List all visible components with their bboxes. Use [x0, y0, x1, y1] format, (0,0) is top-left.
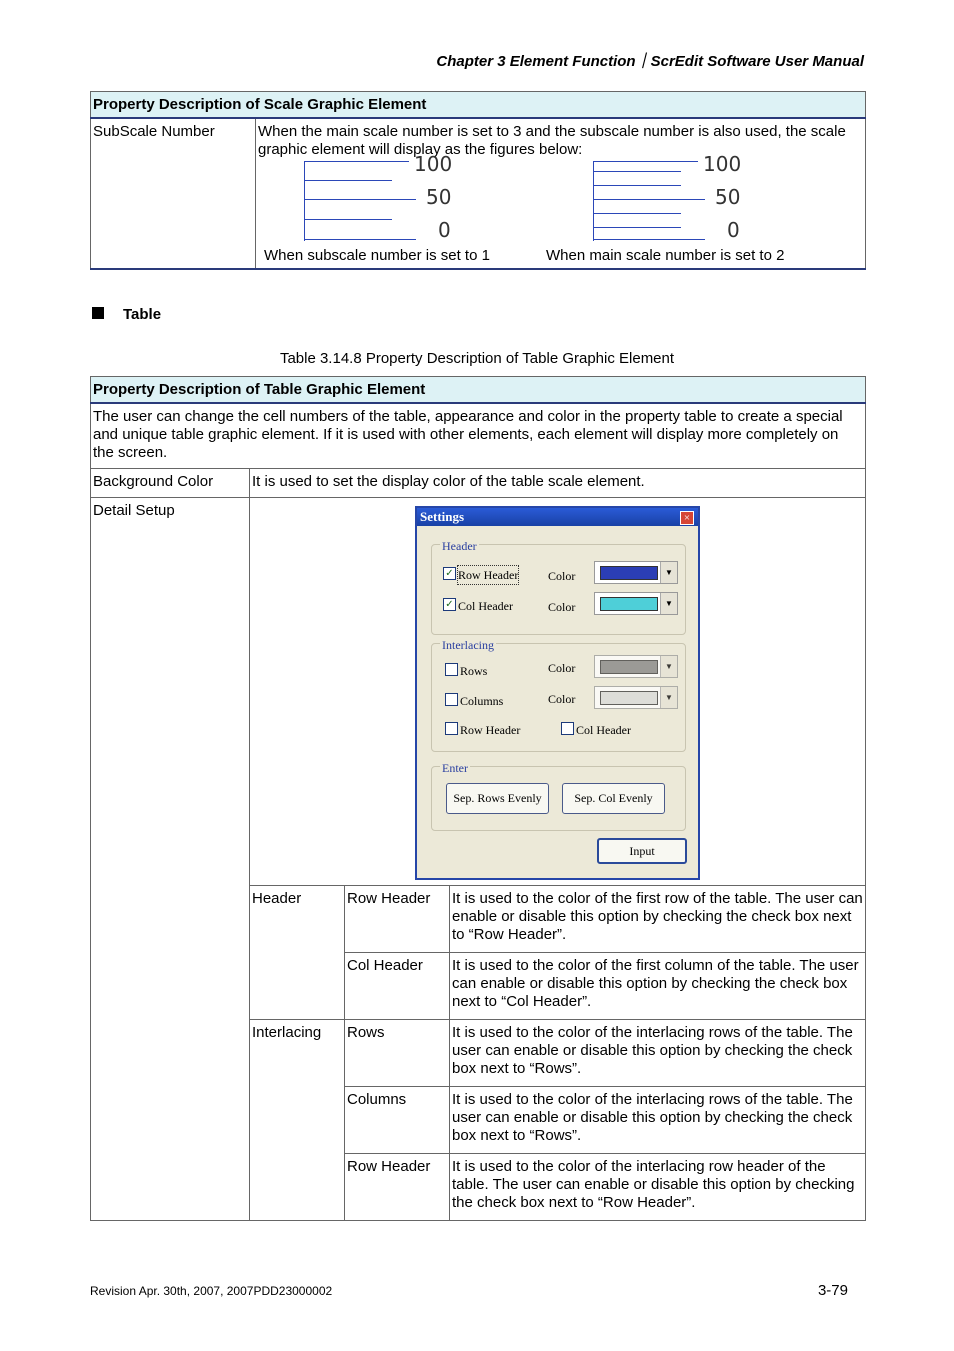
scale-table-title: Property Description of Scale Graphic Element [91, 92, 866, 119]
header-cat-label: Header [250, 886, 345, 1020]
scale2-label-100: 100 [703, 152, 742, 176]
columns-checkbox[interactable] [445, 693, 458, 706]
columns-desc: It is used to the color of the interlacing rows of the table. The user can enable or disable this option by checking the check box next to “Rows”. [450, 1087, 866, 1154]
columns-color-select[interactable] [594, 686, 678, 709]
row-header-name: Row Header [345, 886, 450, 953]
scale-property-table [90, 91, 866, 270]
row-header-color-select[interactable] [594, 561, 678, 584]
scale-figure-1 [304, 152, 454, 243]
col-header-name: Col Header [345, 953, 450, 1020]
inter-row-header-label: Row Header [460, 723, 521, 737]
rows-color-select[interactable] [594, 655, 678, 678]
chevron-down-icon: ▼ [660, 687, 677, 708]
footer-revision: Revision Apr. 30th, 2007, 2007PDD23000002 [90, 1284, 333, 1298]
columns-label: Columns [460, 694, 504, 708]
bg-color-desc: It is used to set the display color of the table scale element. [250, 469, 866, 498]
sep-rows-evenly-button[interactable]: Sep. Rows Evenly [446, 783, 549, 814]
bg-color-label: Background Color [91, 469, 250, 498]
table-prop-intro: The user can change the cell numbers of the table, appearance and color in the property table to create a special and unique table graphic element. If it is used with other elements, each element will display more completely on the screen. [91, 403, 866, 469]
rows-desc: It is used to the color of the interlacing rows of the table. The user can enable or disable this option by checking the check box next to “Rows”. [450, 1020, 866, 1087]
enter-group [431, 761, 686, 831]
enter-group-label: Enter [442, 761, 468, 775]
rows-swatch [600, 660, 658, 674]
scale1-label-0: 0 [438, 218, 451, 242]
scale2-label-50: 50 [715, 185, 741, 209]
subscale-desc: When the main scale number is set to 3 and the subscale number is also used, the scale graphic element will display as the figures below: [258, 123, 846, 158]
rows-name: Rows [345, 1020, 450, 1087]
col-header-label: Col Header [458, 599, 513, 613]
columns-name: Columns [345, 1087, 450, 1154]
scale1-label-50: 50 [426, 185, 452, 209]
dialog-title: Settings [417, 508, 698, 526]
row-header-label: Row Header [458, 568, 519, 582]
close-icon[interactable]: × [680, 511, 694, 525]
interlacing-group [431, 638, 686, 752]
col-header-color-label: Color [548, 600, 576, 614]
chevron-down-icon: ▼ [660, 593, 677, 614]
rows-checkbox[interactable] [445, 663, 458, 676]
page-header: Chapter 3 Element Function｜ScrEdit Software User Manual [436, 53, 864, 70]
fig2-caption: When main scale number is set to 2 [546, 247, 785, 264]
sep-col-evenly-button[interactable]: Sep. Col Evenly [562, 783, 665, 814]
settings-figure-cell [250, 498, 866, 886]
row-header-desc: It is used to the color of the first row of the table. The user can enable or disable this option by checking the check box next to “Row Header”. [450, 886, 866, 953]
page-number: 3-79 [817, 1282, 848, 1299]
inter-row-header-name: Row Header [345, 1154, 450, 1221]
scale-figure-2 [593, 152, 743, 243]
inter-row-header-desc: It is used to the color of the interlacing row header of the table. The user can enable or disable this option by checking the check box next to “Row Header”. [450, 1154, 866, 1221]
table-prop-title: Property Description of Table Graphic Element [91, 377, 866, 404]
detail-setup-label: Detail Setup [91, 498, 250, 1221]
rows-color-label: Color [548, 661, 576, 675]
scale-figures [258, 152, 863, 247]
inter-row-header-checkbox[interactable] [445, 722, 458, 735]
col-header-desc: It is used to the color of the first column of the table. The user can enable or disable this option by checking the check box next to “Col Header”. [450, 953, 866, 1020]
interlacing-cat-label: Interlacing [250, 1020, 345, 1221]
fig1-caption: When subscale number is set to 1 [264, 247, 490, 264]
bullet-icon [92, 307, 104, 319]
table-property-table [90, 376, 866, 1221]
row-header-checkbox[interactable]: ✓ [443, 567, 456, 580]
inter-col-header-checkbox[interactable] [561, 722, 574, 735]
col-header-swatch [600, 597, 658, 611]
scale2-label-0: 0 [727, 218, 740, 242]
rows-label: Rows [460, 664, 488, 678]
row-header-swatch [600, 566, 658, 580]
input-button[interactable]: Input [597, 838, 687, 864]
scale1-label-100: 100 [414, 152, 453, 176]
col-header-color-select[interactable] [594, 592, 678, 615]
table-caption: Table 3.14.8 Property Description of Table Graphic Element [279, 350, 675, 367]
interlacing-group-label: Interlacing [442, 638, 494, 652]
columns-color-label: Color [548, 692, 576, 706]
row-header-color-label: Color [548, 569, 576, 583]
columns-swatch [600, 691, 658, 705]
inter-col-header-label: Col Header [576, 723, 631, 737]
col-header-checkbox[interactable]: ✓ [443, 598, 456, 611]
subscale-desc-cell [256, 118, 866, 269]
header-group-label: Header [442, 539, 477, 553]
header-group [431, 539, 686, 635]
settings-dialog [415, 506, 700, 880]
chevron-down-icon: ▼ [660, 562, 677, 583]
chevron-down-icon: ▼ [660, 656, 677, 677]
section-title: Table [123, 306, 162, 323]
subscale-label: SubScale Number [91, 118, 256, 269]
